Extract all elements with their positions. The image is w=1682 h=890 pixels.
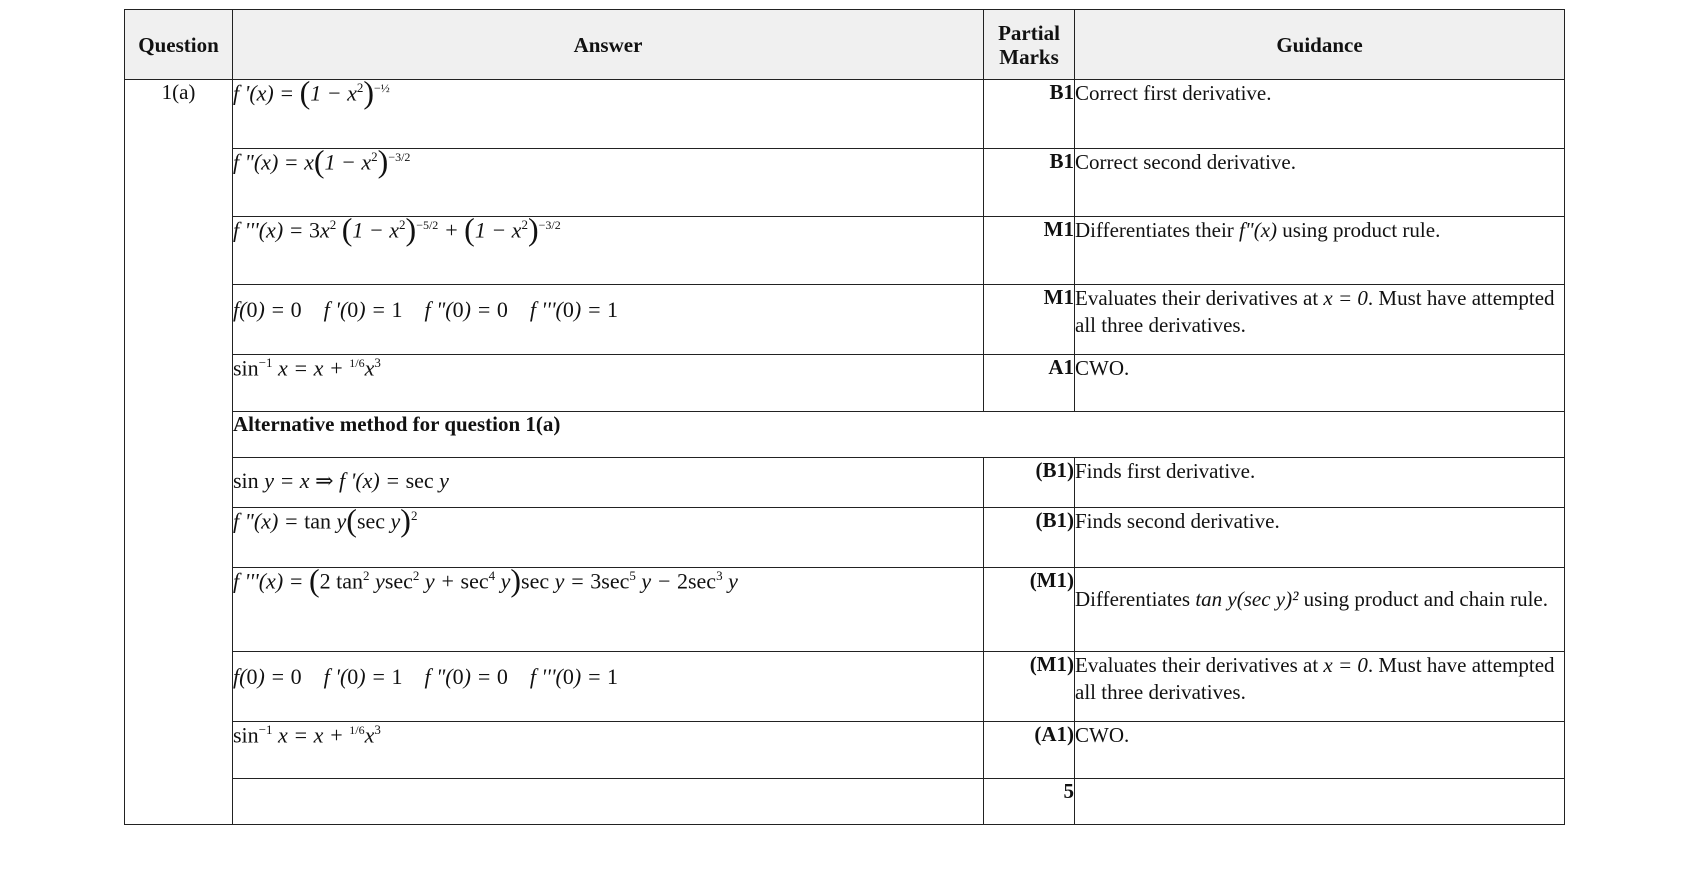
guidance-text: Differentiates bbox=[1075, 587, 1191, 611]
answer-cell: f '''(x) = (2 $\tan^2 ysec^2$ $y + \sec^4 y)\sec$ $y = 3\sec^5$ $y - 2\sec^3$ y bbox=[233, 568, 984, 652]
table-row bbox=[125, 80, 1565, 149]
guidance-cell: Correct second derivative. bbox=[1075, 149, 1565, 217]
guidance-math: x = 0 bbox=[1323, 653, 1368, 677]
guidance-cell bbox=[1075, 652, 1565, 722]
marks-cell: (B1) bbox=[984, 458, 1075, 508]
table-row bbox=[125, 217, 1565, 285]
table-row bbox=[125, 355, 1565, 412]
header-row bbox=[125, 10, 1565, 80]
guidance-cell bbox=[1075, 285, 1565, 355]
answer-cell: $\sin^{-1} x = x + ^{1/6}x^3$ bbox=[233, 355, 984, 412]
guidance-cell: CWO. bbox=[1075, 722, 1565, 779]
question-label: 1(a) bbox=[125, 80, 233, 825]
guidance-text: Evaluates their derivatives at bbox=[1075, 653, 1319, 677]
marks-cell: (A1) bbox=[984, 722, 1075, 779]
table-row bbox=[125, 458, 1565, 508]
table-row bbox=[125, 508, 1565, 568]
guidance-cell-empty bbox=[1075, 779, 1565, 825]
guidance-text: using product rule. bbox=[1282, 218, 1441, 242]
guidance-text: Differentiates their bbox=[1075, 218, 1234, 242]
table-row bbox=[125, 149, 1565, 217]
answer-cell-empty bbox=[233, 779, 984, 825]
guidance-cell: Finds second derivative. bbox=[1075, 508, 1565, 568]
marks-cell: B1 bbox=[984, 80, 1075, 149]
guidance-text: . Must have attempted all three derivatives. bbox=[1075, 286, 1555, 337]
guidance-text: . Must have attempted all three derivatives. bbox=[1075, 653, 1555, 704]
header-question: Question bbox=[125, 10, 233, 80]
alternative-heading: Alternative method for question 1(a) bbox=[233, 412, 1565, 458]
guidance-cell bbox=[1075, 568, 1565, 652]
answer-cell: f "$(x) = x(1 - x^2)^{-3/2}$ bbox=[233, 149, 984, 217]
header-partial-marks-line1: Partial bbox=[998, 20, 1060, 45]
header-answer: Answer bbox=[233, 10, 984, 80]
mark-scheme-table bbox=[124, 9, 1565, 825]
table-row bbox=[125, 285, 1565, 355]
table-row bbox=[125, 652, 1565, 722]
header-partial-marks-line2: Marks bbox=[999, 44, 1059, 69]
answer-cell: sin y = x ⇒ f '(x) = sec y bbox=[233, 458, 984, 508]
header-guidance: Guidance bbox=[1075, 10, 1565, 80]
marks-cell: (M1) bbox=[984, 652, 1075, 722]
answer-cell: $\sin^{-1} x = x + ^{1/6}x^3$ bbox=[233, 722, 984, 779]
marks-cell: (B1) bbox=[984, 508, 1075, 568]
marks-cell: B1 bbox=[984, 149, 1075, 217]
guidance-cell: CWO. bbox=[1075, 355, 1565, 412]
guidance-cell: Finds first derivative. bbox=[1075, 458, 1565, 508]
guidance-math: x = 0 bbox=[1323, 286, 1368, 310]
answer-cell: f '''$(x) = 3x^2$ $(1 - x^2)^{-5/2} + (1 - x^2)^{-3/2}$ bbox=[233, 217, 984, 285]
header-partial-marks bbox=[984, 10, 1075, 80]
table-row bbox=[125, 568, 1565, 652]
guidance-text: using product and chain rule. bbox=[1303, 587, 1548, 611]
total-row bbox=[125, 779, 1565, 825]
alternative-heading-row bbox=[125, 412, 1565, 458]
marks-cell: M1 bbox=[984, 285, 1075, 355]
total-marks: 5 bbox=[984, 779, 1075, 825]
guidance-math: tan y(sec y)² bbox=[1195, 587, 1299, 611]
guidance-math: f"(x) bbox=[1239, 218, 1278, 242]
guidance-cell: Correct first derivative. bbox=[1075, 80, 1565, 149]
answer-cell: f "(x) = tan y(sec y)$^2$ bbox=[233, 508, 984, 568]
marks-cell: M1 bbox=[984, 217, 1075, 285]
answer-cell: f '$(x) = (1 - x^2)^{-\frac{1}{2}}$ bbox=[233, 80, 984, 149]
table-row bbox=[125, 722, 1565, 779]
guidance-cell bbox=[1075, 217, 1565, 285]
marks-cell: A1 bbox=[984, 355, 1075, 412]
answer-cell: f(0) = 0 f '(0) = 1 f "(0) = 0 f '''(0) = 1 bbox=[233, 285, 984, 355]
marks-cell: (M1) bbox=[984, 568, 1075, 652]
answer-cell: f(0) = 0 f '(0) = 1 f "(0) = 0 f '''(0) = 1 bbox=[233, 652, 984, 722]
guidance-text: Evaluates their derivatives at bbox=[1075, 286, 1319, 310]
